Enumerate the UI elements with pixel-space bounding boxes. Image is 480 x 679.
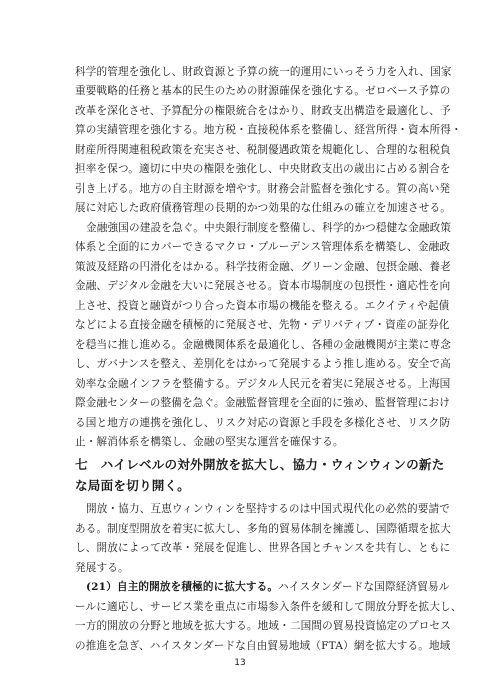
section-heading: な局面を切り開く。 <box>75 478 190 493</box>
body-line: 金融、デジタル金融を大いに発展させる。資本市場制度の包摂性・適応性を向 <box>75 280 451 292</box>
body-line: し、ガバナンスを整え、差別化をはかって発展するよう推し進める。安全で高 <box>75 358 451 370</box>
body-line: 止・解消体系を構築し、金融の堅実な運営を確保する。 <box>75 436 344 448</box>
body-line: 展に対応した政府債務管理の長期的かつ効果的な仕組みの確立を加速させる。 <box>75 202 452 214</box>
page-number: 13 <box>234 658 246 668</box>
body-line: し、開放によって改革・発展を促進し、世界各国とチャンスを共有し、ともに <box>75 542 451 554</box>
body-line: 金融強国の建設を急ぐ。中央銀行制度を整備し、科学的かつ穏健な金融政策 <box>86 222 452 234</box>
body-line: 財産所得関連租税政策を充実させ、税制優遇政策を規範化し、合理的な租税負 <box>75 144 451 156</box>
body-line: 科学的管理を強化し、財政資源と予算の統一的運用にいっそう力を入れ、国家 <box>75 66 452 78</box>
body-line: 際金融センターの整備を急ぐ。金融監督管理を全面的に強め、監督管理におけ <box>75 397 450 409</box>
body-line: 上させ、投資と融資がつり合った資本市場の機能を整える。エクイティや起債 <box>75 300 450 312</box>
body-line: 一方的開放の分野と地域を拡大する。地域・二国間の貿易投資協定のプロセス <box>75 620 452 632</box>
body-line: 重要戦略的任務と基本的民生のための財源確保を強化する。ゼロベース予算の <box>75 85 451 97</box>
body-line: 策波及経路の円滑化をはかる。科学技術金融、グリーン金融、包摂金融、養老 <box>75 261 451 273</box>
body-line: 開放・協力、互恵ウィンウィンを堅持するのは中国式現代化の必然的要請で <box>86 503 451 515</box>
body-line: の推進を急ぎ、ハイスタンダードな自由貿易地域（FTA）網を拡大する。地域 <box>75 640 451 652</box>
subsection-text: ハイスタンダードな国際経済貿易ル <box>278 581 450 593</box>
subsection-title: (21）自主的開放を積極的に拡大する。 <box>86 581 279 593</box>
body-line: 担率を保つ。適切に中央の権限を強化し、中央財政支出の歳出に占める割合を <box>75 163 451 175</box>
section-heading: 七 ハイレベルの対外開放を拡大し、協力・ウィンウィンの新た <box>75 457 445 472</box>
body-line: 算の実績管理を強化する。地方税・直接税体系を整備し、経営所得・資本所得・ <box>75 124 462 136</box>
body-line: ある。制度型開放を着実に拡大し、多角的貿易体制を擁護し、国際循環を拡大 <box>75 523 452 535</box>
body-line: 改革を深化させ、予算配分の権限統合をはかり、財政支出構造を最適化し、予 <box>75 105 451 117</box>
body-line: 体系と全面的にカバーできるマクロ・プルーデンス管理体系を構築し、金融政 <box>75 241 451 253</box>
body-line: 効率な金融インフラを整備する。デジタル人民元を着実に発展させる。上海国 <box>75 378 451 390</box>
body-line: 引き上げる。地方の自主財源を増やす。財務会計監督を強化する。質の高い発 <box>75 183 451 195</box>
body-line: などによる直接金融を積極的に発展させ、先物・デリバティブ・資産の証券化 <box>75 319 450 331</box>
body-line: を穏当に推し進める。金融機関体系を最適化し、各種の金融機関が主業に専念 <box>75 339 452 351</box>
body-line: 発展する。 <box>75 562 129 574</box>
body-line: る国と地方の連携を強化し、リスク対応の資源と手段を多様化させ、リスク防 <box>75 417 451 429</box>
subsection-line <box>86 580 450 594</box>
body-line: ールに適応し、サービス業を重点に市場参入条件を緩和して開放分野を拡大し、 <box>75 601 462 613</box>
